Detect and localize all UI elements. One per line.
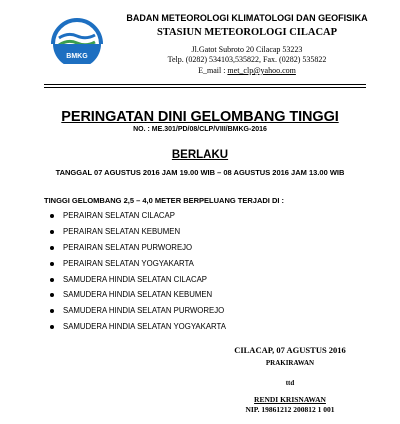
area-name: PERAIRAN SELATAN YOGYAKARTA [63,258,194,268]
area-name: SAMUDERA HINDIA SELATAN PURWOREJO [63,306,225,316]
list-item [50,227,226,243]
list-item [50,259,226,275]
bullet-icon [50,246,54,250]
signature-role: PRAKIRAWAN [265,359,315,367]
bullet-icon [50,293,54,297]
bullet-icon [50,278,54,282]
signatory-name: RENDI KRISNAWAN [254,395,326,404]
area-name: PERAIRAN SELATAN CILACAP [63,211,175,220]
validity-period: TANGGAL 07 AGUSTUS 2016 JAM 19.00 WIB – 08 AGUSTUS 2016 JAM 13.00 WIB [55,168,345,177]
logo-text: BMKG [66,53,88,60]
list-item [50,243,226,259]
email-line [112,66,382,75]
list-item [50,306,226,322]
list-item [50,290,226,306]
signatory-nip: NIP. 19861212 200812 1 001 [245,405,335,414]
bullet-icon [50,230,54,234]
email-link[interactable]: met_clp@yahoo.com [227,66,296,75]
area-name: SAMUDERA HINDIA SELATAN KEBUMEN [63,290,213,300]
bullet-icon [50,214,54,218]
berlaku-heading: BERLAKU [171,149,229,161]
bullet-icon [50,309,54,313]
phone-line: Telp. (0282) 534103,535822, Fax. (0282) 535822 [167,55,327,64]
area-list [50,211,226,338]
list-item [50,322,226,338]
signature-mark: ttd [285,379,295,387]
agency-name: BADAN METEOROLOGI KLIMATOLOGI DAN GEOFISIKA [126,13,368,23]
station-name: STASIUN METEOROLOGI CILACAP [156,27,338,38]
list-item [50,211,226,227]
document-title: PERINGATAN DINI GELOMBANG TINGGI [61,109,339,125]
signature-place-date: CILACAP, 07 AGUSTUS 2016 [234,345,346,355]
email-label: E_mail : [198,66,228,75]
header-divider-top [44,84,366,85]
list-item [50,275,226,291]
header-divider-bottom [44,87,366,88]
bullet-icon [50,325,54,329]
bmkg-logo [48,14,106,64]
wave-height-intro: TINGGI GELOMBANG 2,5 – 4,0 METER BERPELUANG TERJADI DI : [44,196,285,205]
document-number: NO. : ME.301/PD/08/CLP/VIII/BMKG-2016 [133,126,267,133]
bullet-icon [50,262,54,266]
area-name: PERAIRAN SELATAN PURWOREJO [63,242,193,252]
area-name: SAMUDERA HINDIA SELATAN CILACAP [63,274,207,284]
area-name: SAMUDERA HINDIA SELATAN YOGYAKARTA [63,322,226,332]
address-line: Jl.Gatot Subroto 20 Cilacap 53223 [191,45,303,54]
area-name: PERAIRAN SELATAN KEBUMEN [63,226,181,236]
